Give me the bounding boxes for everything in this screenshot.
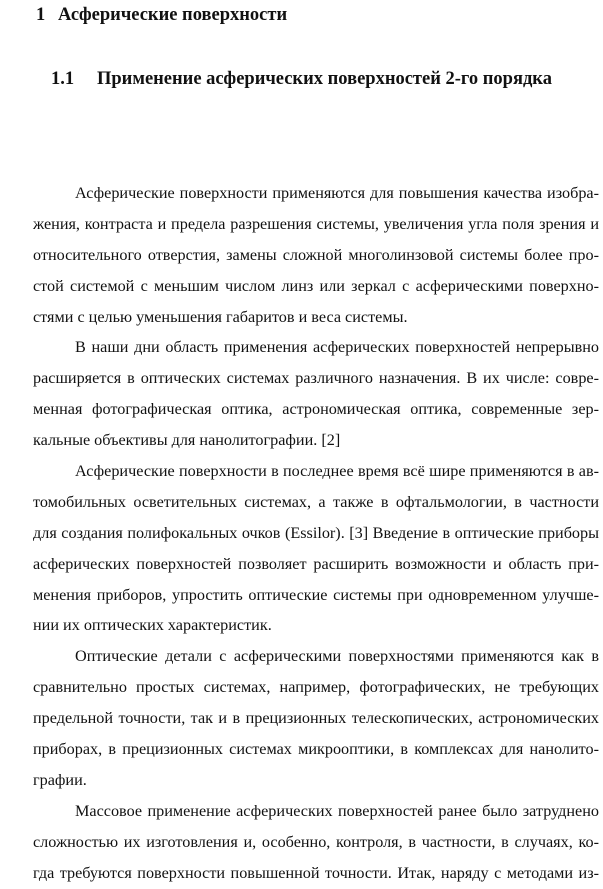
- paragraph-line: асферических поверхностей позволяет расширить возможности и область при-: [33, 554, 599, 573]
- paragraph-line: сложностью их изготовления и, особенно, контроля, в частности, в случаях, ко-: [33, 832, 599, 851]
- paragraph-line: относительного отверстия, замены сложной многолинзовой системы более про-: [33, 245, 599, 264]
- paragraph-4: [33, 641, 599, 795]
- paragraph-line: сравнительно простых системах, например, фотографических, не требующих: [33, 678, 599, 697]
- paragraph-line: расширяется в оптических системах различного назначения. В их числе: совре-: [33, 369, 599, 388]
- heading-section-title: Применение асферических поверхностей 2-го порядка: [97, 69, 552, 89]
- paragraph-3: [33, 456, 599, 641]
- paragraph-line: предельной точности, так и в прецизионных телескопических, астрономических: [33, 709, 599, 728]
- paragraph-line: Массовое применение асферических поверхностей ранее было затруднено: [75, 801, 599, 820]
- paragraph-line: менная фотографическая оптика, астрономическая оптика, современные зер-: [33, 400, 599, 419]
- heading-chapter-title: Асферические поверхности: [58, 5, 288, 25]
- paragraph-5: [33, 796, 599, 889]
- paragraph-line: стой системой с меньшим числом линз или зеркал с асферическими поверхно-: [33, 276, 599, 295]
- paragraph-line: гда требуются поверхности повышенной точности. Итак, наряду с методами из-: [33, 863, 599, 882]
- paragraph-line: кальные объективы для нанолитографии. [2]: [33, 431, 341, 450]
- paragraph-line: менения приборов, упростить оптические системы при одновременном улучше-: [33, 585, 599, 604]
- paragraph-line: Асферические поверхности применяются для повышения качества изобра-: [75, 184, 599, 202]
- heading-chapter: [36, 3, 287, 27]
- paragraph-line: для создания полифокальных очков (Essilor). [3] Введение в оптические приборы: [33, 523, 599, 542]
- paragraph-1: [33, 178, 599, 332]
- paragraph-line: В наши дни область применения асферических поверхностей непрерывно: [75, 338, 599, 357]
- paragraph-line: нии их оптических характеристик.: [33, 616, 272, 635]
- paragraph-line: томобильных осветительных системах, а также в офтальмологии, в частности: [33, 492, 599, 511]
- paragraph-line: Оптические детали с асферическими поверхностями применяются как в: [75, 647, 599, 666]
- paragraph-line: Асферические поверхности в последнее время всё шире применяются в ав-: [75, 462, 599, 481]
- paragraph-line: стями с целью уменьшения габаритов и веса системы.: [33, 307, 408, 326]
- paragraph-line: жения, контраста и предела разрешения системы, увеличения угла поля зрения и: [33, 214, 599, 233]
- heading-chapter-number: 1: [36, 5, 46, 25]
- paragraph-line: приборах, в прецизионных системах микрооптики, в комплексах для нанолито-: [33, 740, 599, 759]
- body-text: [33, 178, 599, 888]
- heading-section: [51, 67, 552, 91]
- paragraph-2: [33, 332, 599, 456]
- paragraph-line: графии.: [33, 770, 87, 789]
- heading-section-number: 1.1: [51, 69, 75, 89]
